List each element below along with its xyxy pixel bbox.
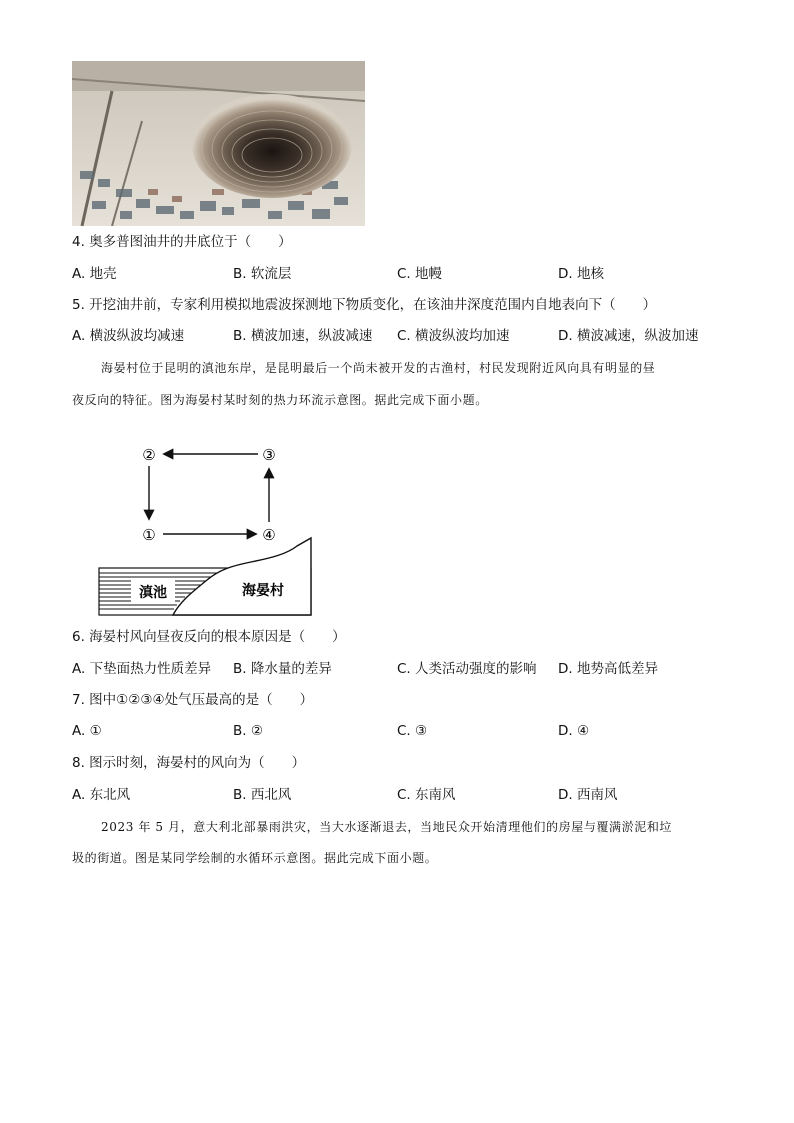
q5-stem: 5. 开挖油井前，专家利用模拟地震波探测地下物质变化，在该油井深度范围内自地表向下（ ） — [72, 297, 657, 313]
q6-option-c: C. 人类活动强度的影响 — [397, 661, 537, 677]
q5-option-b: B. 横波加速，纵波减速 — [233, 328, 373, 344]
q4-option-b: B. 软流层 — [233, 266, 292, 282]
q5-option-d: D. 横波减速，纵波加速 — [558, 328, 699, 344]
passage2-line1: 2023 年 5 月，意大利北部暴雨洪灾，当大水逐渐退去，当地民众开始清理他们的房屋与覆满淤泥和垃 — [101, 820, 673, 834]
label-point-4: ④ — [262, 526, 276, 544]
q8-stem: 8. 图示时刻，海晏村的风向为（ ） — [72, 755, 306, 771]
q7-option-a: A. ① — [72, 723, 102, 739]
q4-option-d: D. 地核 — [558, 266, 604, 282]
q7-option-b: B. ② — [233, 723, 263, 739]
q4-option-a: A. 地壳 — [72, 266, 117, 282]
mine-photo-illustration — [72, 61, 365, 226]
q6-stem: 6. 海晏村风向昼夜反向的根本原因是（ ） — [72, 629, 346, 645]
village-label: 海晏村 — [242, 583, 284, 599]
label-point-1: ① — [142, 526, 156, 544]
thermal-circulation-diagram — [95, 440, 320, 620]
passage1-line1: 海晏村位于昆明的滇池东岸，是昆明最后一个尚未被开发的古渔村，村民发现附近风向具有明显的昼 — [101, 361, 656, 375]
q4-option-c: C. 地幔 — [397, 266, 443, 282]
q8-option-c: C. 东南风 — [397, 787, 456, 803]
passage2-line2: 圾的街道。图是某同学绘制的水循环示意图。据此完成下面小题。 — [72, 851, 438, 865]
q5-option-a: A. 横波纵波均减速 — [72, 328, 185, 344]
label-point-2: ② — [142, 446, 156, 464]
diagram-svg — [95, 440, 320, 620]
q7-option-c: C. ③ — [397, 723, 428, 739]
q6-option-b: B. 降水量的差异 — [233, 661, 332, 677]
q7-stem: 7. 图中①②③④处气压最高的是（ ） — [72, 692, 314, 708]
open-pit-mine-photo — [72, 61, 365, 226]
q4-stem: 4. 奥多普图油井的井底位于（ ） — [72, 234, 292, 250]
lake-label: 滇池 — [139, 585, 167, 601]
q8-option-b: B. 西北风 — [233, 787, 292, 803]
q6-option-d: D. 地势高低差异 — [558, 661, 658, 677]
q7-option-d: D. ④ — [558, 723, 590, 739]
q5-option-c: C. 横波纵波均加速 — [397, 328, 510, 344]
q6-option-a: A. 下垫面热力性质差异 — [72, 661, 212, 677]
label-point-3: ③ — [262, 446, 276, 464]
q8-option-d: D. 西南风 — [558, 787, 618, 803]
passage1-line2: 夜反向的特征。图为海晏村某时刻的热力环流示意图。据此完成下面小题。 — [72, 393, 488, 407]
q8-option-a: A. 东北风 — [72, 787, 131, 803]
